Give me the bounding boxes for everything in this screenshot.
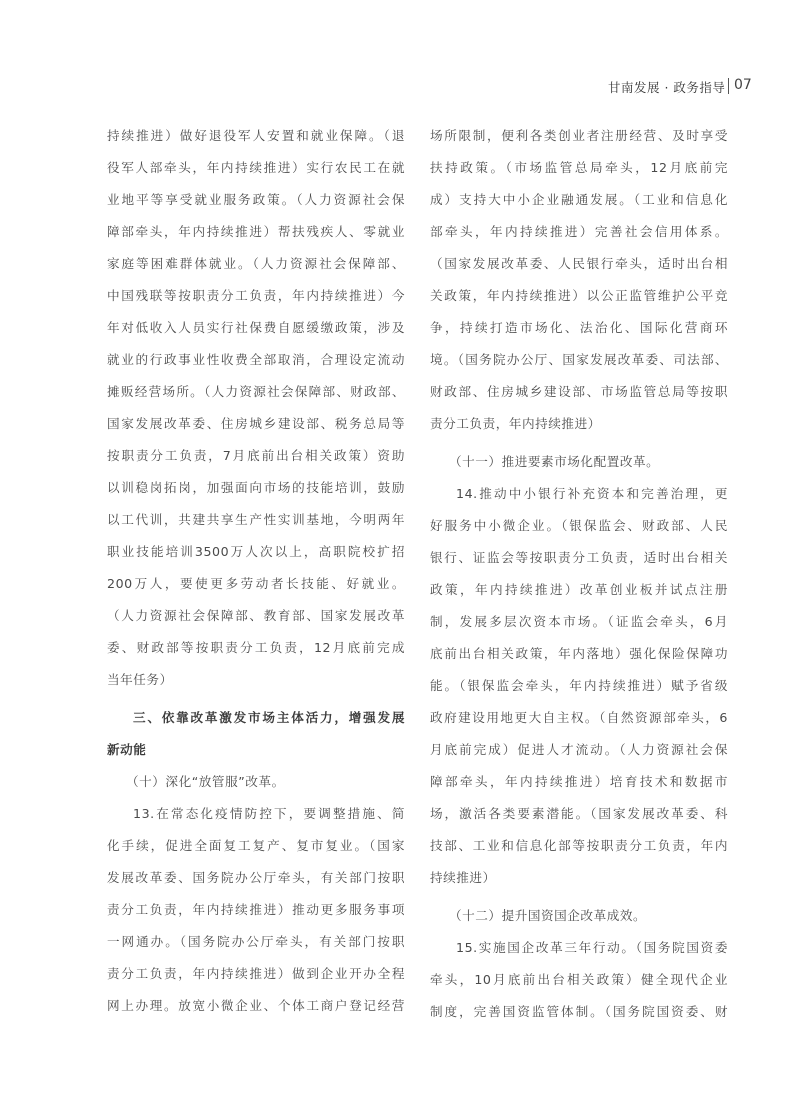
text-line: 技部、工业和信息化部等按职责分工负责，年内 [430, 838, 728, 853]
text-line: 障部牵头，年内持续推进）帮扶残疾人、零就业 [107, 224, 405, 239]
text-line: 以训稳岗拓岗，加强面向市场的技能培训，鼓励 [107, 480, 405, 495]
text-line: 底前出台相关政策，年内落地）强化保险保障功 [430, 646, 728, 661]
text-line: 制度，完善国资监管体制。（国务院国资委、财 [430, 1004, 728, 1019]
text-line: 200万人，要使更多劳动者长技能、好就业。 [107, 576, 405, 591]
text-line: 14.推动中小银行补充资本和完善治理，更 [456, 486, 728, 501]
text-line: 牵头，10月底前出台相关政策）健全现代企业 [430, 972, 728, 987]
text-line: 一网通办。（国务院办公厅牵头，有关部门按职 [107, 934, 405, 949]
text-line: 成）支持大中小企业融通发展。（工业和信息化 [430, 192, 728, 207]
text-line: 网上办理。放宽小微企业、个体工商户登记经营 [107, 998, 405, 1013]
page-header [0, 0, 805, 110]
text-line: 13.在常态化疫情防控下，要调整措施、简 [133, 806, 405, 821]
text-line: 责分工负责，年内持续推进）推动更多服务事项 [107, 902, 405, 917]
text-line: 国家发展改革委、住房城乡建设部、税务总局等 [107, 416, 405, 431]
header-divider [728, 78, 729, 94]
page-number: 07 [734, 77, 752, 93]
text-line: 能。（银保监会牵头，年内持续推进）赋予省级 [430, 678, 728, 693]
section-heading-line: 新动能 [107, 742, 147, 757]
text-line: 按职责分工负责，7月底前出台相关政策）资助 [107, 448, 405, 463]
text-line: 持续推进）做好退役军人安置和就业保障。（退 [107, 128, 405, 143]
text-line: 部牵头，年内持续推进）完善社会信用体系。 [430, 224, 728, 239]
text-line: 当年任务） [107, 672, 173, 687]
text-line: 好服务中小微企业。（银保监会、财政部、人民 [430, 518, 728, 533]
text-line: 银行、证监会等按职责分工负责，适时出台相关 [430, 550, 728, 565]
text-line: （十一）推进要素市场化配置改革。 [449, 454, 660, 469]
text-line: 役军人部牵头，年内持续推进）实行农民工在就 [107, 160, 405, 175]
text-line: （十二）提升国资国企改革成效。 [449, 908, 647, 923]
text-line: 责分工负责，年内持续推进）做到企业开办全程 [107, 966, 405, 981]
text-line: 月底前完成）促进人才流动。（人力资源社会保 [430, 742, 728, 757]
text-line: 化手续，促进全面复工复产、复市复业。（国家 [107, 838, 405, 853]
text-line: 政府建设用地更大自主权。（自然资源部牵头，6 [430, 710, 728, 725]
text-line: 委、财政部等按职责分工负责，12月底前完成 [107, 640, 405, 655]
text-line: 责分工负责，年内持续推进） [430, 416, 601, 431]
text-line: 15.实施国企改革三年行动。（国务院国资委 [456, 940, 728, 955]
text-line: 持续推进） [430, 870, 496, 885]
text-line: 职业技能培训3500万人次以上，高职院校扩招 [107, 544, 405, 559]
text-line: 摊贩经营场所。（人力资源社会保障部、财政部、 [107, 384, 405, 399]
text-line: 发展改革委、国务院办公厅牵头，有关部门按职 [107, 870, 405, 885]
text-line: 年对低收入人员实行社保费自愿缓缴政策，涉及 [107, 320, 405, 335]
text-line: 障部牵头，年内持续推进）培育技术和数据市 [430, 774, 728, 789]
text-line: 中国残联等按职责分工负责，年内持续推进）今 [107, 288, 405, 303]
text-line: 场，激活各类要素潜能。（国家发展改革委、科 [430, 806, 728, 821]
text-line: 家庭等困难群体就业。（人力资源社会保障部、 [107, 256, 405, 271]
text-line: 扶持政策。（市场监管总局牵头，12月底前完 [430, 160, 728, 175]
text-line: 场所限制，便利各类创业者注册经营、及时享受 [430, 128, 728, 143]
text-line: 政策，年内持续推进）改革创业板并试点注册 [430, 582, 728, 597]
text-line: 关政策，年内持续推进）以公正监管维护公平竞 [430, 288, 728, 303]
text-line: 业地平等享受就业服务政策。（人力资源社会保 [107, 192, 405, 207]
text-line: 境。（国务院办公厅、国家发展改革委、司法部、 [430, 352, 728, 367]
section-heading-line: 三、依靠改革激发市场主体活力，增强发展 [133, 710, 405, 725]
text-line: 财政部、住房城乡建设部、市场监管总局等按职 [430, 384, 728, 399]
text-line: （人力资源社会保障部、教育部、国家发展改革 [107, 608, 405, 623]
text-line: 以工代训，共建共享生产性实训基地，今明两年 [107, 512, 405, 527]
text-line: （十）深化“放管服”改革。 [126, 774, 285, 789]
text-line: 制，发展多层次资本市场。（证监会牵头，6月 [430, 614, 728, 629]
text-line: （国家发展改革委、人民银行牵头，适时出台相 [430, 256, 728, 271]
text-line: 就业的行政事业性收费全部取消，合理设定流动 [107, 352, 405, 367]
publication-title: 甘南发展 · 政务指导 [608, 80, 726, 95]
text-line: 争，持续打造市场化、法治化、国际化营商环 [430, 320, 728, 335]
